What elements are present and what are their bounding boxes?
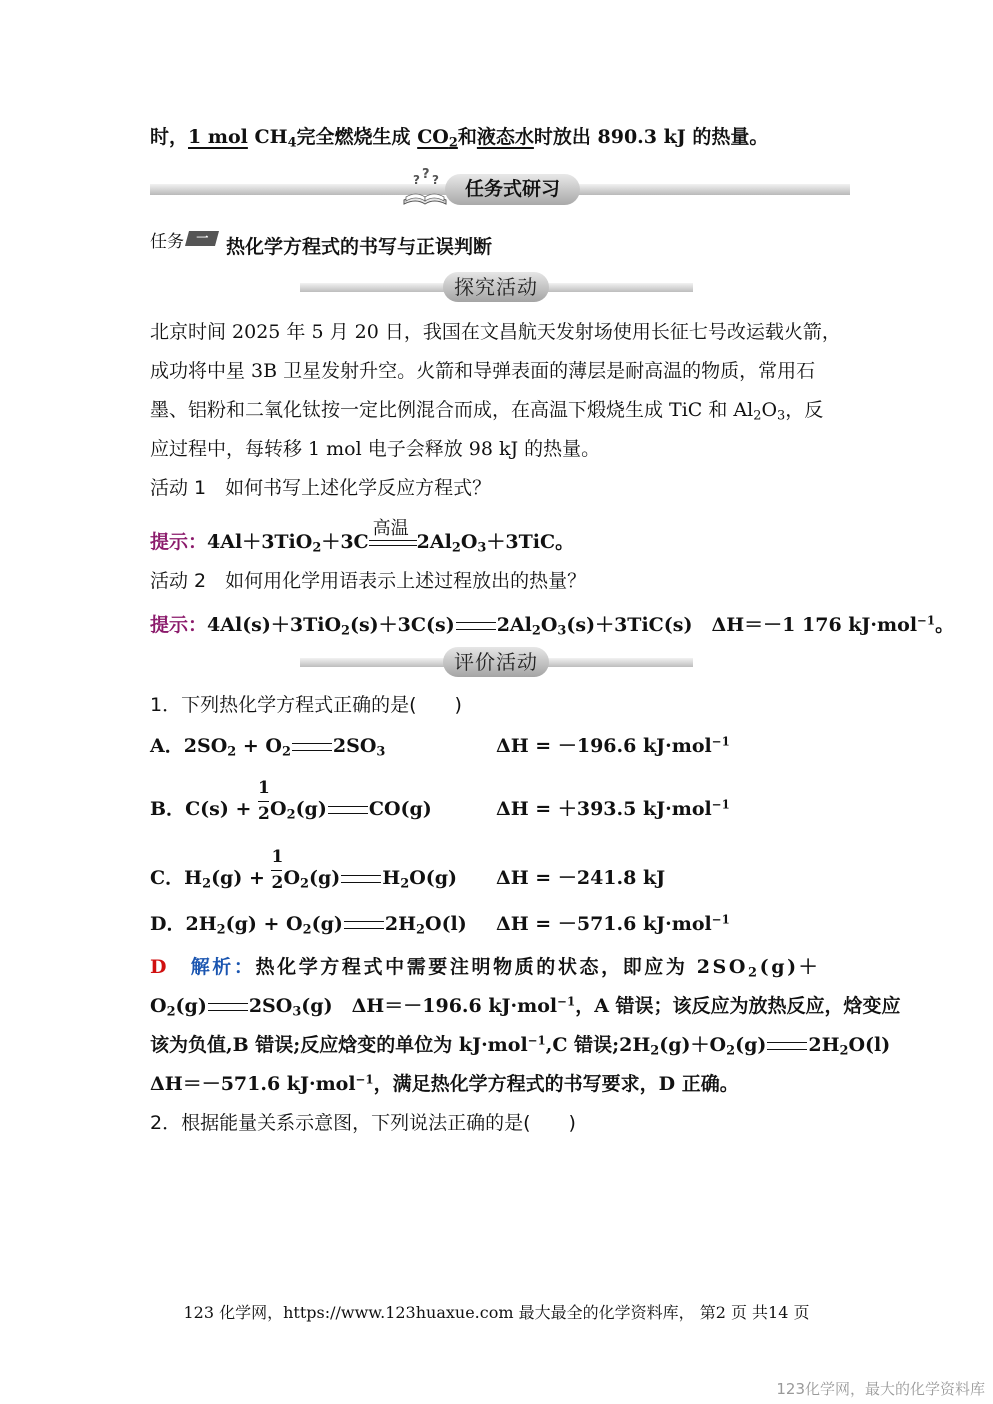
hint-1: 提示：4Al＋3TiO$_2$＋3C 高温 $2Al_2O_3+3TiC$。 <box>150 518 575 556</box>
answer-letter: D <box>150 956 170 978</box>
activity-1-label: 活动 1 <box>150 477 207 499</box>
passage-line-4: 应过程中，每转移 1 mol 电子会释放 98 kJ 的热量。 <box>150 438 601 460</box>
passage-line-1: 北京时间 2025 年 5 月 20 日，我国在文昌航天发射场使用长征七号改运载火箭， <box>150 321 841 343</box>
task-title: 热化学方程式的书写与正误判断 <box>226 236 493 258</box>
evaluate-title: 评价活动 <box>443 647 549 677</box>
intro-pre: 时， <box>150 126 189 148</box>
option-b: B．C(s) + $\frac{1}{2}$ $O_2(g)$ CO(g) <box>150 778 432 824</box>
answer-line-4: ΔH＝－571.6 kJ·mol$^{-1}$，满足热化学方程式的书写要求，D 正确。 <box>150 1072 739 1095</box>
intro-co2: $CO_2$ <box>417 126 458 151</box>
hint-2-label: 提示： <box>150 614 208 636</box>
option-d-dh: ΔH = －571.6 kJ·mol$^{-1}$ <box>496 912 730 935</box>
watermark: 123化学网，最大的化学资料库 <box>776 1380 985 1398</box>
question-1-stem: 1．下列热化学方程式正确的是( ) <box>150 694 462 716</box>
question-2-stem: 2．根据能量关系示意图，下列说法正确的是( ) <box>150 1112 576 1134</box>
answer-line-2: $O_2(g)$ $2SO_3(g)$ ΔH＝－196.6 kJ·mol$^{-1}$，A 错误；该反应为放热反应，焓变应 <box>150 994 901 1020</box>
activity-1-question: 如何书写上述化学反应方程式？ <box>225 477 492 499</box>
option-a-dh: ΔH = －196.6 kJ·mol$^{-1}$ <box>496 734 730 757</box>
page-footer: 123 化学网，https://www.123huaxue.com 最大最全的化学资料库， 第2 页 共14 页 <box>183 1303 810 1322</box>
section-title: 任务式研习 <box>445 174 580 205</box>
answer-label: 解析： <box>190 956 256 978</box>
activity-2-question: 如何用化学用语表示上述过程放出的热量？ <box>225 570 587 592</box>
intro-water: 液态水 <box>476 126 534 148</box>
activity-2-label: 活动 2 <box>150 570 207 592</box>
option-c-dh: ΔH = －241.8 kJ <box>496 867 666 889</box>
option-a: A．$2SO_2 + O_2$ $2SO_3$ <box>150 735 386 760</box>
option-c: C．$H_2(g)$ + $\frac{1}{2}$ $O_2(g)$ $H_2O(g)$ <box>150 847 458 893</box>
book-question-icon <box>400 166 450 206</box>
explore-title: 探究活动 <box>443 272 549 302</box>
answer-line-3: 该为负值,B 错误;反应焓变的单位为 kJ·mol$^{-1}$,C 错误$;2H_2(g)+O_2(g)$ $2H_2O(l)$ <box>150 1033 891 1059</box>
intro-mid: 完全燃烧生成 <box>296 126 411 148</box>
task-tag: 任务 <box>150 232 184 252</box>
answer-line-1: D 解析：热化学方程式中需要注明物质的状态，即应为 $2SO_2(g)+$ <box>150 956 821 981</box>
passage-line-2: 成功将中星 3B 卫星发射升空。火箭和导弹表面的薄层是耐高温的物质，常用石 <box>150 360 816 382</box>
hint-1-label: 提示： <box>150 531 208 553</box>
svg-text:?: ? <box>413 173 420 187</box>
intro-amount: 1 mol <box>188 126 248 148</box>
intro-and: 和 <box>457 126 477 148</box>
reaction-condition: 高温 <box>369 540 417 546</box>
passage-line-3: 墨、铝粉和二氧化钛按一定比例混合而成，在高温下煅烧生成 TiC 和 $Al_2O_3$，反 <box>150 399 824 424</box>
task-number: 一 <box>185 231 219 246</box>
svg-text:?: ? <box>422 167 430 182</box>
activity-1 <box>150 473 491 500</box>
svg-text:?: ? <box>432 173 439 187</box>
intro-post: 时放出 890.3 kJ 的热量。 <box>533 126 769 148</box>
option-d: D．$2H_2(g) + O_2(g)$ $2H_2O(l)$ <box>150 913 467 938</box>
intro-line <box>150 122 768 149</box>
hint-2: 提示：4Al(s)＋3TiO$_2$(s)＋3C(s) $2Al_2O_3(s)+3TiC(s)$ ΔH＝－1 176 kJ·mol$^{-1}$。 <box>150 613 955 639</box>
option-b-dh: ΔH = ＋393.5 kJ·mol$^{-1}$ <box>496 797 730 820</box>
intro-ch4: $CH_4$ <box>254 126 297 151</box>
activity-2 <box>150 566 586 593</box>
